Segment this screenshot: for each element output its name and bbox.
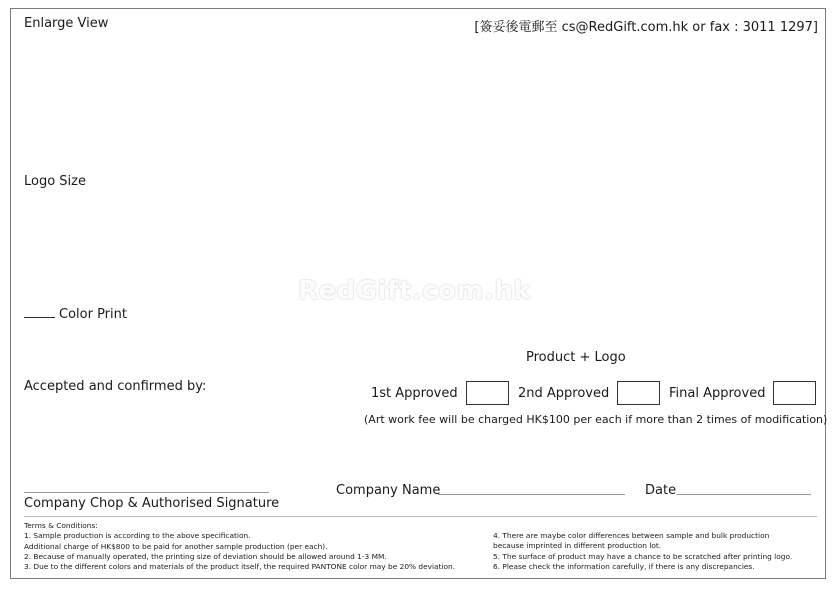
signature-label: Company Chop & Authorised Signature bbox=[24, 496, 280, 511]
final-approved-checkbox[interactable] bbox=[773, 381, 816, 405]
terms-item: Additional charge of HK$800 to be paid for another sample production (per each). bbox=[24, 541, 328, 551]
watermark: RedGift.com.hk bbox=[298, 276, 532, 306]
signature-line[interactable] bbox=[24, 492, 269, 493]
terms-item: 6. Please check the information carefully, if there is any discrepancies. bbox=[493, 561, 755, 571]
color-print-row bbox=[24, 307, 127, 322]
artwork-fee-note: (Art work fee will be charged HK$100 per each if more than 2 times of modification) bbox=[364, 413, 828, 426]
terms-item: 4. There are maybe color differences between sample and bulk production bbox=[493, 531, 770, 540]
color-count-blank[interactable] bbox=[24, 307, 55, 318]
first-approved-label: 1st Approved bbox=[371, 385, 458, 401]
accepted-label: Accepted and confirmed by: bbox=[24, 379, 207, 394]
terms-item: 1. Sample production is according to the above specification. bbox=[24, 531, 251, 541]
terms-heading: Terms & Conditions: bbox=[24, 521, 98, 530]
terms-item: because imprinted in different production lot. bbox=[493, 541, 662, 551]
page-title: Enlarge View bbox=[24, 16, 109, 31]
terms-right-column bbox=[493, 531, 792, 572]
product-logo-heading: Product + Logo bbox=[526, 350, 626, 365]
date-label: Date bbox=[645, 483, 677, 498]
contact-info: [簽妥後電郵至 cs@RedGift.com.hk or fax : 3011 1297] bbox=[474, 20, 818, 35]
terms-left-column bbox=[24, 521, 455, 572]
approval-final bbox=[669, 381, 816, 405]
first-approved-checkbox[interactable] bbox=[466, 381, 509, 405]
date-field[interactable] bbox=[677, 494, 811, 495]
logo-size-label: Logo Size bbox=[24, 174, 86, 189]
terms-item: 5. The surface of product may have a chance to be scratched after printing logo. bbox=[493, 551, 793, 561]
terms-divider bbox=[24, 516, 817, 517]
color-print-label: Color Print bbox=[59, 307, 127, 322]
second-approved-checkbox[interactable] bbox=[617, 381, 660, 405]
second-approved-label: 2nd Approved bbox=[518, 385, 610, 401]
approval-second bbox=[518, 381, 660, 405]
terms-item: 2. Because of manually operated, the printing size of deviation should be allowed around 1-3 MM. bbox=[24, 551, 387, 561]
final-approved-label: Final Approved bbox=[669, 385, 766, 401]
company-name-label: Company Name bbox=[336, 483, 441, 498]
company-name-field[interactable] bbox=[438, 494, 625, 495]
terms-item: 3. Due to the different colors and materials of the product itself, the required PANTONE color may be 20% deviation. bbox=[24, 562, 456, 572]
approval-first bbox=[371, 381, 509, 405]
